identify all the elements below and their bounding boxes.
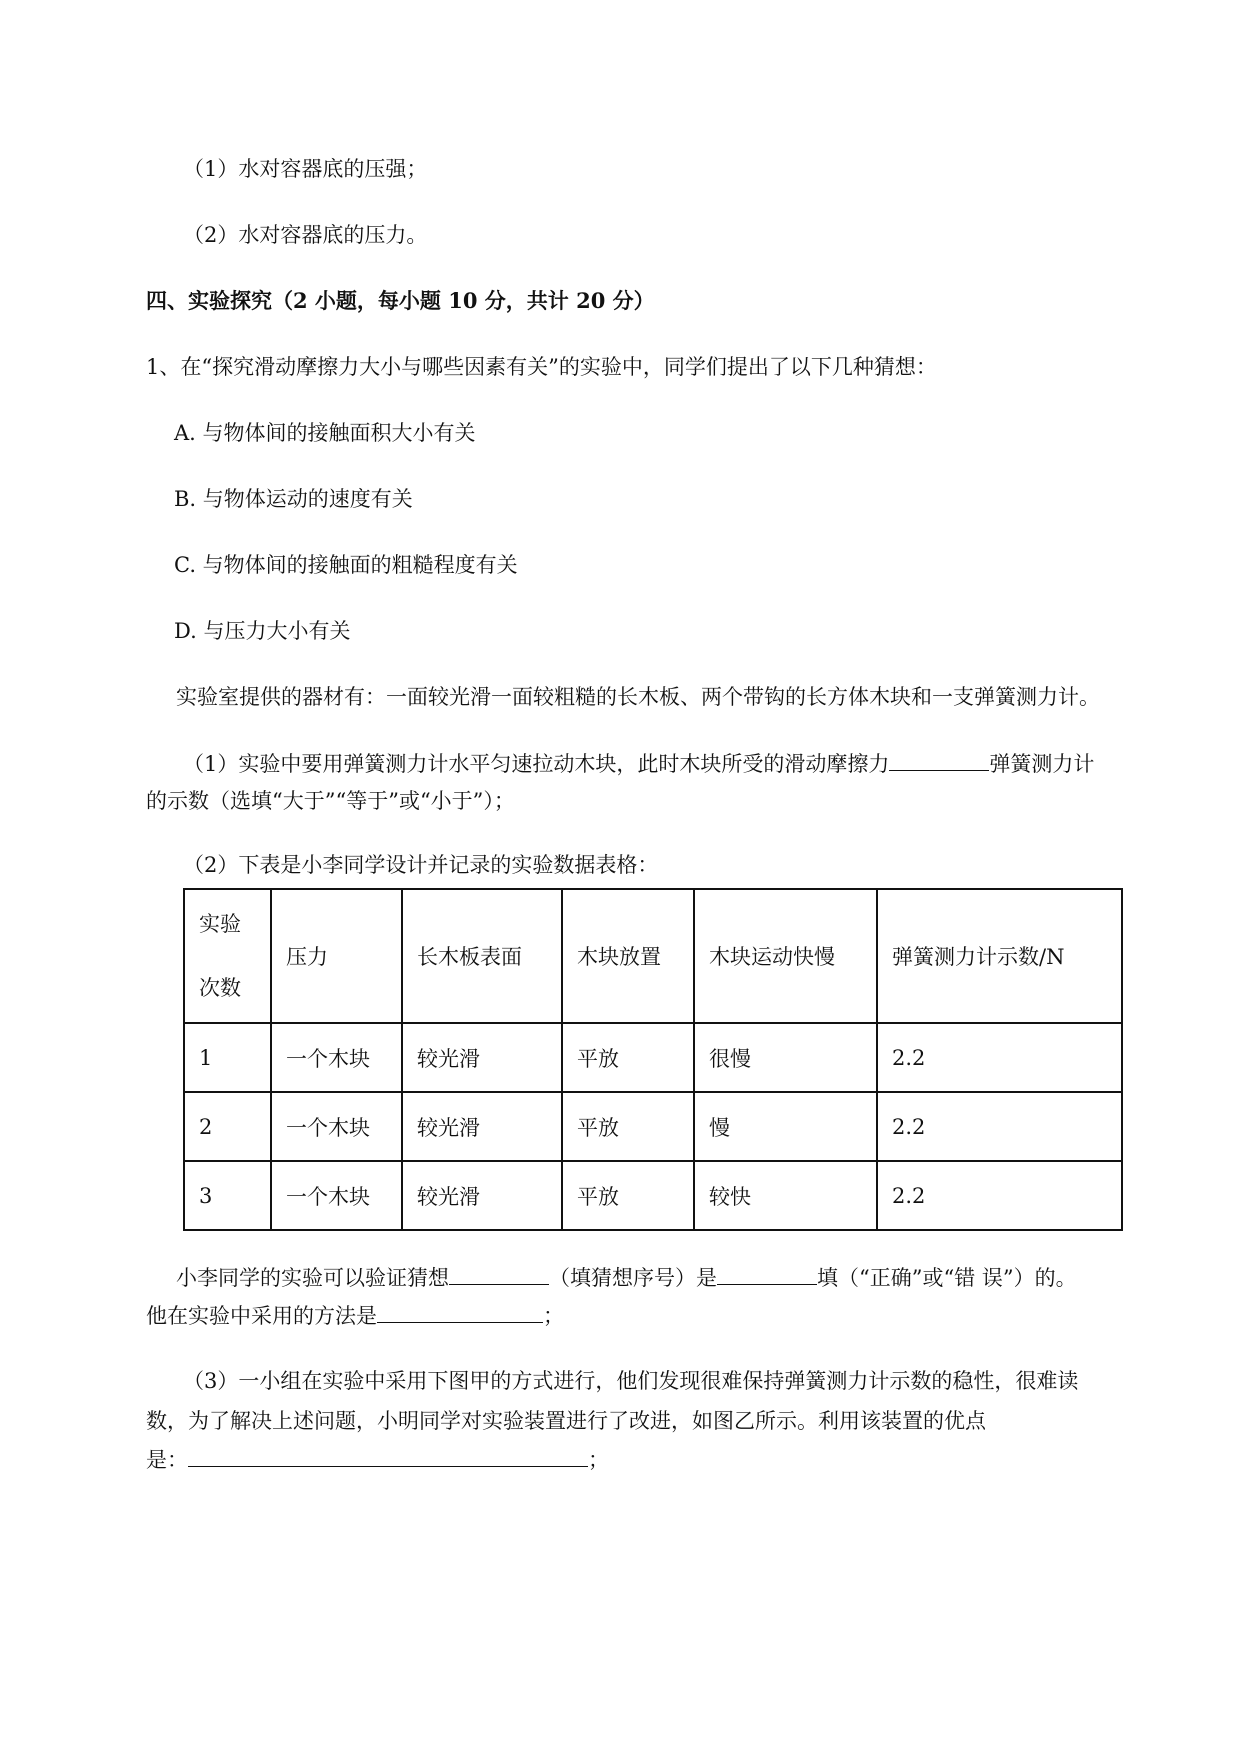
method-text-a: 他在实验中采用的方法是 [146, 1304, 377, 1328]
table-cell: 很慢 [694, 1023, 877, 1092]
verify-text-b: （填猜想序号）是 [549, 1266, 717, 1290]
experiment-data-table [183, 888, 1123, 1231]
answer-blank-1[interactable] [889, 748, 989, 771]
header-trial-number [184, 889, 271, 1023]
verify-line [176, 1262, 1077, 1293]
option-c: C. 与物体间的接触面的粗糙程度有关 [174, 553, 518, 577]
table-cell: 3 [184, 1161, 271, 1230]
table-cell: 2.2 [877, 1092, 1122, 1161]
header-board-surface: 长木板表面 [402, 889, 562, 1023]
part-3-line-3 [146, 1444, 609, 1475]
method-text-b: ； [543, 1304, 564, 1328]
table-cell: 2.2 [877, 1023, 1122, 1092]
table-cell: 平放 [562, 1161, 694, 1230]
option-a: A. 与物体间的接触面积大小有关 [174, 421, 476, 445]
part-3-text-d: ； [588, 1448, 609, 1472]
table-cell: 较光滑 [402, 1161, 562, 1230]
table-cell: 较光滑 [402, 1023, 562, 1092]
part-1-line-1 [183, 748, 1094, 779]
option-b: B. 与物体运动的速度有关 [174, 487, 413, 511]
part-1-text-a: （1）实验中要用弹簧测力计水平匀速拉动木块，此时木块所受的滑动摩擦力 [183, 752, 890, 776]
table-cell: 一个木块 [271, 1023, 402, 1092]
part-2-text: （2）下表是小李同学设计并记录的实验数据表格： [183, 853, 659, 877]
table-row [184, 1161, 1122, 1230]
part-3-line-2: 数，为了解决上述问题，小明同学对实验装置进行了改进，如图乙所示。利用该装置的优点 [146, 1409, 986, 1433]
table-cell: 平放 [562, 1023, 694, 1092]
method-line [146, 1300, 564, 1331]
part-1-text-b: 弹簧测力计 [989, 752, 1095, 776]
header-spring-reading: 弹簧测力计示数/N [877, 889, 1122, 1023]
sub-question-2: （2）水对容器底的压力。 [183, 223, 428, 247]
table-header-row [184, 889, 1122, 1023]
table-cell: 较光滑 [402, 1092, 562, 1161]
table-row [184, 1092, 1122, 1161]
table-cell: 一个木块 [271, 1161, 402, 1230]
verify-text-a: 小李同学的实验可以验证猜想 [176, 1266, 449, 1290]
header-block-speed: 木块运动快慢 [694, 889, 877, 1023]
header-pressure: 压力 [271, 889, 402, 1023]
table-row [184, 1023, 1122, 1092]
table-cell: 慢 [694, 1092, 877, 1161]
answer-blank-4[interactable] [377, 1300, 543, 1323]
answer-blank-2[interactable] [449, 1262, 549, 1285]
answer-blank-5[interactable] [188, 1444, 588, 1467]
verify-text-c: 填（“正确”或“错 误”）的。 [817, 1266, 1077, 1290]
table-cell: 较快 [694, 1161, 877, 1230]
table-cell: 一个木块 [271, 1092, 402, 1161]
sub-question-1: （1）水对容器底的压强； [183, 157, 428, 181]
answer-blank-3[interactable] [717, 1262, 817, 1285]
part-3-text-c: 是： [146, 1448, 188, 1472]
option-d: D. 与压力大小有关 [174, 619, 351, 643]
section-title: 四、实验探究（2 小题，每小题 10 分，共计 20 分） [146, 288, 655, 313]
header-trial-line-1: 实验 [199, 912, 241, 936]
table-cell: 平放 [562, 1092, 694, 1161]
header-trial-line-2: 次数 [199, 976, 241, 1000]
materials-text: 实验室提供的器材有：一面较光滑一面较粗糙的长木板、两个带钩的长方体木块和一支弹簧测力计。 [176, 685, 1100, 709]
table-cell: 1 [184, 1023, 271, 1092]
question-intro: 1、在“探究滑动摩擦力大小与哪些因素有关”的实验中，同学们提出了以下几种猜想： [146, 355, 937, 379]
table-cell: 2 [184, 1092, 271, 1161]
table-cell: 2.2 [877, 1161, 1122, 1230]
part-1-line-2: 的示数（选填“大于”“等于”或“小于”）； [146, 789, 515, 813]
header-block-placement: 木块放置 [562, 889, 694, 1023]
part-3-line-1: （3）一小组在实验中采用下图甲的方式进行，他们发现很难保持弹簧测力计示数的稳性，很难读 [183, 1369, 1079, 1393]
